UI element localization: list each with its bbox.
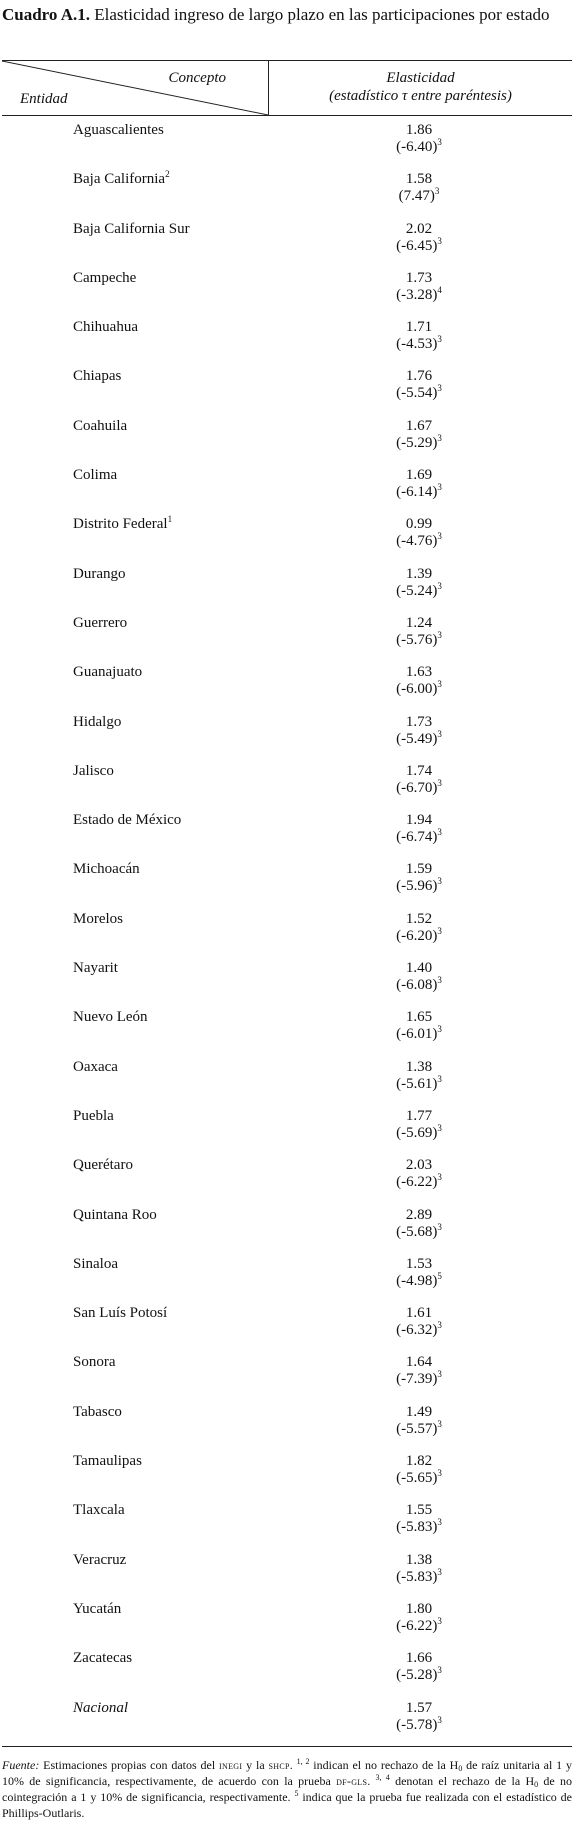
footnote-text: .: [289, 1758, 297, 1772]
entity-name: [73, 221, 190, 238]
tau-footnote-mark: 3: [437, 1615, 442, 1626]
tau-value: (-5.24): [396, 582, 438, 599]
entity-name-text: Tabasco: [73, 1403, 122, 1420]
entity-name: [73, 1354, 116, 1371]
tau-statistic: [369, 777, 469, 797]
tau-footnote-mark: 3: [437, 1369, 442, 1380]
elasticity-cell: [369, 1009, 469, 1043]
elasticity-cell: [369, 122, 469, 156]
tau-footnote-mark: 3: [437, 432, 442, 443]
elasticity-cell: [369, 1108, 469, 1142]
tau-statistic: [369, 1270, 469, 1290]
tau-footnote-mark: 3: [437, 1320, 442, 1331]
table-row: [2, 1199, 572, 1248]
footnote-text: denotan el rechazo de la H: [389, 1774, 535, 1788]
elasticity-cell: [369, 664, 469, 698]
table-row: [2, 1642, 572, 1691]
tau-footnote-mark: 3: [437, 1122, 442, 1133]
table-row: [2, 1396, 572, 1445]
footnote-text: de no cointegración a 1 y 10% de significancia, respectivamente.: [2, 1774, 573, 1804]
elasticity-cell: [369, 714, 469, 748]
table-row: [2, 853, 572, 902]
entity-name: [73, 861, 140, 878]
tau-statistic: [369, 336, 469, 353]
tau-statistic: [369, 1322, 469, 1339]
tau-footnote-mark: 3: [437, 1418, 442, 1429]
elasticity-cell: [369, 1601, 469, 1635]
entity-name: [73, 1552, 126, 1569]
tau-value: (-5.61): [396, 1075, 438, 1092]
table-row: [2, 706, 572, 755]
tau-value: (-5.96): [396, 878, 438, 895]
tau-statistic: [369, 1122, 469, 1142]
tau-footnote-mark: 3: [437, 925, 442, 936]
elasticity-cell: [369, 1404, 469, 1438]
table-row: [2, 262, 572, 311]
elasticity-value: 1.49: [405, 1403, 433, 1420]
entity-name-text: San Luís Potosí: [73, 1305, 168, 1322]
tau-footnote-mark: 3: [437, 334, 442, 345]
entity-name: [73, 1059, 118, 1076]
elasticity-value: 1.39: [405, 565, 433, 582]
elasticity-value: 1.63: [405, 664, 433, 681]
entity-name: [73, 319, 138, 336]
tau-value: (-5.57): [396, 1420, 438, 1437]
entity-name: [73, 1404, 122, 1421]
elasticity-cell: [369, 861, 469, 895]
entity-name: [73, 368, 121, 385]
elasticity-value: 1.65: [405, 1009, 433, 1026]
footnote-text: de raíz unitaria al 1 y 10% de significancia, respectivamente, de acuerdo con la prueba: [2, 1758, 573, 1788]
elasticity-value: 1.74: [405, 762, 433, 779]
footnote-sup: 3, 4: [375, 1773, 390, 1782]
tau-value: (-5.28): [396, 1667, 438, 1684]
elasticity-value: 1.71: [405, 319, 433, 336]
tau-footnote-mark: 3: [437, 1566, 442, 1577]
table-row: [2, 607, 572, 656]
tau-statistic: [369, 1174, 469, 1191]
tau-value: (-5.83): [396, 1568, 438, 1585]
elasticity-cell: [369, 467, 469, 501]
tau-value: (-4.76): [396, 533, 438, 550]
entity-name-text: Chihuahua: [73, 319, 138, 336]
footnote-sup: 1, 2: [296, 1757, 310, 1766]
entity-name-text: Campeche: [73, 269, 137, 286]
tau-statistic: [369, 1418, 469, 1438]
footnote-text: Estimaciones propias con datos del: [39, 1758, 220, 1772]
tau-value: (-3.28): [396, 286, 438, 303]
tau-statistic: [369, 1519, 469, 1536]
tau-footnote-mark: 3: [437, 827, 442, 838]
tau-footnote-mark: 3: [437, 1221, 442, 1232]
entity-name-text: Coahuila: [73, 417, 128, 434]
tau-footnote-mark: 3: [437, 1468, 442, 1479]
elasticity-value: 1.58: [405, 171, 433, 188]
elasticity-value: 1.53: [405, 1255, 433, 1272]
elasticity-cell: [369, 270, 469, 304]
tau-value: (-6.20): [396, 927, 438, 944]
entity-name-text: Distrito Federal: [73, 516, 168, 533]
footnote-source-label: Fuente:: [2, 1758, 40, 1772]
tau-footnote-mark: 3: [437, 975, 442, 986]
elasticity-value: 1.52: [405, 910, 433, 927]
entity-name-footnote-mark: 2: [165, 169, 170, 180]
elasticity-value: 1.80: [405, 1600, 433, 1617]
entity-name: [73, 1207, 157, 1224]
tau-statistic: [369, 1615, 469, 1635]
entity-name: [73, 516, 172, 533]
tau-value: (-6.01): [396, 1026, 438, 1043]
footnote-text: indican el no rechazo de la H: [309, 1758, 459, 1772]
table-row: [2, 114, 572, 163]
table-row: [2, 1445, 572, 1494]
table-row: [2, 410, 572, 459]
entity-name: [73, 171, 170, 188]
elasticity-cell: [369, 516, 469, 550]
elasticity-value: 0.99: [405, 516, 433, 533]
tau-footnote-mark: 3: [437, 482, 442, 493]
elasticity-cell: [369, 960, 469, 994]
elasticity-value: 2.03: [405, 1157, 433, 1174]
tau-statistic: [369, 629, 469, 649]
entity-name-text: Tamaulipas: [73, 1453, 142, 1470]
elasticity-value: 2.02: [405, 220, 433, 237]
entity-name-text: Michoacán: [73, 861, 140, 878]
table-row: [2, 213, 572, 262]
elasticity-cell: [369, 418, 469, 452]
tau-value: (-6.45): [396, 237, 438, 254]
elasticity-cell: [369, 812, 469, 846]
table-row: [2, 1544, 572, 1593]
tau-statistic: [369, 1470, 469, 1487]
tau-value: (-6.32): [396, 1322, 438, 1339]
elasticity-cell: [369, 763, 469, 797]
tau-value: (-5.49): [396, 730, 438, 747]
elasticity-cell: [369, 566, 469, 600]
tau-statistic: [369, 235, 469, 255]
tau-value: (-5.76): [396, 631, 438, 648]
elasticity-cell: [369, 1059, 469, 1093]
table-row: [2, 1051, 572, 1100]
elasticity-value: 1.67: [405, 417, 433, 434]
header-elasticidad: [269, 61, 572, 115]
entity-name: [73, 1256, 118, 1273]
entity-name: [73, 1650, 132, 1667]
elasticity-cell: [369, 171, 469, 205]
elasticity-value: 1.77: [405, 1107, 433, 1124]
elasticity-value: 1.59: [405, 861, 433, 878]
elasticity-value: 1.61: [405, 1305, 433, 1322]
tau-value: (-5.83): [396, 1519, 438, 1536]
tau-statistic: [369, 533, 469, 550]
footnote-text: indica que la prueba fue realizada con el estadístico de Phillips-Outlaris.: [2, 1790, 572, 1820]
elasticity-value: 2.89: [405, 1206, 433, 1223]
entity-name: [73, 1108, 114, 1125]
entity-name-text: Nayarit: [73, 960, 118, 977]
entity-name: [73, 122, 164, 139]
tau-statistic: [369, 878, 469, 895]
elasticity-value: 1.24: [405, 614, 433, 631]
entity-name-text: Sonora: [73, 1354, 116, 1371]
table-row: [2, 1494, 572, 1543]
table-row: [2, 558, 572, 607]
entity-name-text: Estado de México: [73, 812, 182, 829]
elasticity-cell: [369, 1700, 469, 1734]
entity-name: [73, 763, 114, 780]
elasticity-value: 1.38: [405, 1058, 433, 1075]
elasticity-value: 1.73: [405, 713, 433, 730]
table-number: Cuadro A.1.: [2, 5, 91, 24]
entity-name-text: Nuevo León: [73, 1009, 148, 1026]
tau-statistic: [369, 188, 469, 205]
tau-value: (-6.22): [396, 1174, 438, 1191]
tau-footnote-mark: 3: [437, 1172, 442, 1183]
tau-footnote-mark: 3: [437, 531, 442, 542]
tau-statistic: [369, 829, 469, 846]
entity-name: [73, 664, 142, 681]
entity-name: [73, 960, 118, 977]
tau-footnote-mark: 3: [437, 679, 442, 690]
entity-name: [73, 418, 127, 435]
entity-name-text: Baja California: [73, 171, 166, 188]
table-row: [2, 1248, 572, 1297]
footnote: [2, 1757, 572, 1821]
entity-name: [73, 1157, 133, 1174]
table-row: [2, 311, 572, 360]
tau-statistic: [369, 1371, 469, 1388]
tau-footnote-mark: 5: [437, 1270, 442, 1281]
elasticity-cell: [369, 911, 469, 945]
table-row: [2, 1001, 572, 1050]
footnote-text: .: [367, 1774, 376, 1788]
table-row: [2, 903, 572, 952]
table-row: [2, 1100, 572, 1149]
tau-value: (-5.69): [396, 1124, 438, 1141]
entity-name-text: Zacatecas: [73, 1650, 133, 1667]
tau-footnote-mark: 3: [437, 876, 442, 887]
elasticity-value: 1.40: [405, 960, 433, 977]
elasticity-cell: [369, 1453, 469, 1487]
entity-name-text: Jalisco: [73, 762, 114, 779]
tau-statistic: [369, 580, 469, 600]
tau-value: (-5.68): [396, 1223, 438, 1240]
elasticity-value: 1.55: [405, 1502, 433, 1519]
entity-name-text: Puebla: [73, 1107, 114, 1124]
table-caption: [2, 4, 572, 25]
elasticity-value: 1.86: [405, 122, 433, 138]
tau-footnote-mark: 3: [437, 728, 442, 739]
tau-statistic: [369, 1026, 469, 1043]
tau-footnote-mark: 3: [437, 1665, 442, 1676]
tau-footnote-mark: 3: [437, 1517, 442, 1528]
entity-name-text: Nacional: [73, 1699, 128, 1716]
tau-footnote-mark: 3: [437, 777, 442, 788]
entity-name: [73, 1453, 142, 1470]
header-elasticidad-sub: (estadístico τ entre paréntesis): [329, 88, 512, 104]
footnote-text: y la: [242, 1758, 269, 1772]
tau-statistic: [369, 385, 469, 402]
table-body: [2, 114, 572, 1741]
elasticity-cell: [369, 1256, 469, 1290]
entity-name-text: Guerrero: [73, 614, 128, 631]
entity-name-text: Querétaro: [73, 1157, 133, 1174]
tau-statistic: [369, 1714, 469, 1734]
elasticity-value: 1.76: [405, 368, 433, 385]
elasticity-value: 1.64: [405, 1354, 433, 1371]
tau-footnote-mark: 3: [437, 383, 442, 394]
table-row: [2, 459, 572, 508]
elasticity-cell: [369, 1354, 469, 1388]
footnote-sup: 5: [294, 1789, 299, 1798]
entity-name-footnote-mark: 1: [167, 514, 173, 525]
entity-name: [73, 566, 126, 583]
tau-statistic: [369, 284, 469, 304]
tau-value: (-7.39): [396, 1371, 438, 1388]
tau-value: (-6.74): [396, 829, 438, 846]
entity-name-text: Sinaloa: [73, 1255, 118, 1272]
entity-name-text: Quintana Roo: [73, 1206, 157, 1223]
entity-name: [73, 1009, 148, 1026]
footnote-sub: 0: [458, 1764, 463, 1773]
elasticity-cell: [369, 1552, 469, 1586]
table-row: [2, 952, 572, 1001]
header-entidad: Entidad: [20, 91, 68, 107]
tau-footnote-mark: 3: [437, 137, 442, 147]
entity-name: [73, 1601, 121, 1618]
elasticity-value: 1.82: [405, 1453, 433, 1470]
elasticity-cell: [369, 615, 469, 649]
entity-name-text: Veracruz: [73, 1551, 127, 1568]
entity-name-text: Guanajuato: [73, 664, 143, 681]
tau-value: (-4.98): [396, 1272, 438, 1289]
tau-statistic: [369, 139, 469, 156]
tau-value: (-5.78): [396, 1716, 438, 1733]
entity-name-text: Colima: [73, 467, 118, 484]
table-row: [2, 508, 572, 557]
footnote-inegi: inegi: [219, 1758, 243, 1772]
header-stub-cell: [2, 61, 269, 115]
tau-statistic: [369, 1073, 469, 1093]
entity-name-text: Chiapas: [73, 368, 122, 385]
header-elasticidad-title: Elasticidad: [386, 70, 455, 86]
footnote-shcp: shcp: [268, 1758, 290, 1772]
tau-footnote-mark: 3: [437, 1714, 442, 1725]
table-row: [2, 1297, 572, 1346]
tau-value: (-6.40): [396, 139, 438, 155]
tau-value: (-6.14): [396, 484, 438, 501]
elasticity-cell: [369, 1650, 469, 1684]
table-title: Elasticidad ingreso de largo plazo en las participaciones por estado: [94, 5, 550, 24]
entity-name: [73, 270, 136, 287]
entity-name-text: Tlaxcala: [73, 1502, 125, 1519]
tau-statistic: [369, 681, 469, 698]
tau-statistic: [369, 1566, 469, 1586]
entity-name-text: Yucatán: [73, 1600, 122, 1617]
table-row: [2, 656, 572, 705]
elasticity-value: 1.57: [405, 1699, 433, 1716]
tau-value: (-5.29): [396, 434, 438, 451]
tau-value: (-4.53): [396, 336, 438, 353]
table-row: [2, 1346, 572, 1395]
table-row: [2, 755, 572, 804]
tau-statistic: [369, 1221, 469, 1241]
table-row: [2, 163, 572, 212]
entity-name-text: Oaxaca: [73, 1058, 118, 1075]
tau-statistic: [369, 432, 469, 452]
tau-footnote-mark: 3: [437, 1024, 442, 1035]
elasticity-cell: [369, 319, 469, 353]
entity-name: [73, 615, 127, 632]
elasticity-cell: [369, 1157, 469, 1191]
tau-value: (-5.65): [396, 1470, 438, 1487]
tau-statistic: [369, 925, 469, 945]
tau-footnote-mark: 3: [437, 580, 442, 591]
tau-footnote-mark: 3: [437, 235, 442, 246]
table-row: [2, 1692, 572, 1741]
elasticity-value: 1.66: [405, 1650, 433, 1667]
elasticity-value: 1.69: [405, 467, 433, 484]
entity-name-text: Morelos: [73, 910, 123, 927]
entity-name: [73, 911, 123, 928]
entity-name: [73, 714, 121, 731]
tau-value: (-5.54): [396, 385, 438, 402]
table-row: [2, 804, 572, 853]
header-concepto: Concepto: [168, 70, 226, 86]
tau-footnote-mark: 3: [437, 629, 442, 640]
elasticity-cell: [369, 1207, 469, 1241]
tau-statistic: [369, 1667, 469, 1684]
entity-name: [73, 1502, 125, 1519]
table-header: [2, 60, 572, 116]
tau-value: (-6.70): [396, 779, 438, 796]
tau-value: (7.47): [398, 188, 435, 205]
entity-name-text: Durango: [73, 565, 126, 582]
entity-name: [73, 1700, 128, 1717]
tau-statistic: [369, 977, 469, 994]
elasticity-cell: [369, 1502, 469, 1536]
entity-name-text: Aguascalientes: [73, 122, 164, 138]
tau-value: (-6.00): [396, 681, 438, 698]
elasticity-value: 1.94: [405, 812, 433, 829]
footnote-sub: 0: [534, 1780, 539, 1789]
tau-statistic: [369, 728, 469, 748]
tau-value: (-6.08): [396, 977, 438, 994]
elasticity-value: 1.73: [405, 269, 433, 286]
tau-value: (-6.22): [396, 1617, 438, 1634]
entity-name-text: Hidalgo: [73, 713, 122, 730]
table-row: [2, 360, 572, 409]
entity-name: [73, 467, 117, 484]
elasticity-cell: [369, 1305, 469, 1339]
table-row: [2, 1149, 572, 1198]
table-row: [2, 1593, 572, 1642]
tau-footnote-mark: 3: [437, 1073, 442, 1084]
tau-footnote-mark: 4: [437, 284, 442, 295]
tau-statistic: [369, 484, 469, 501]
tau-footnote-mark: 3: [434, 186, 440, 197]
entity-name-text: Baja California Sur: [73, 220, 190, 237]
elasticity-cell: [369, 368, 469, 402]
table-bottom-rule: [2, 1746, 572, 1747]
elasticity-cell: [369, 221, 469, 255]
entity-name: [73, 1305, 167, 1322]
elasticity-value: 1.38: [405, 1551, 433, 1568]
entity-name: [73, 812, 181, 829]
footnote-dfgls: df-gls: [336, 1774, 368, 1788]
